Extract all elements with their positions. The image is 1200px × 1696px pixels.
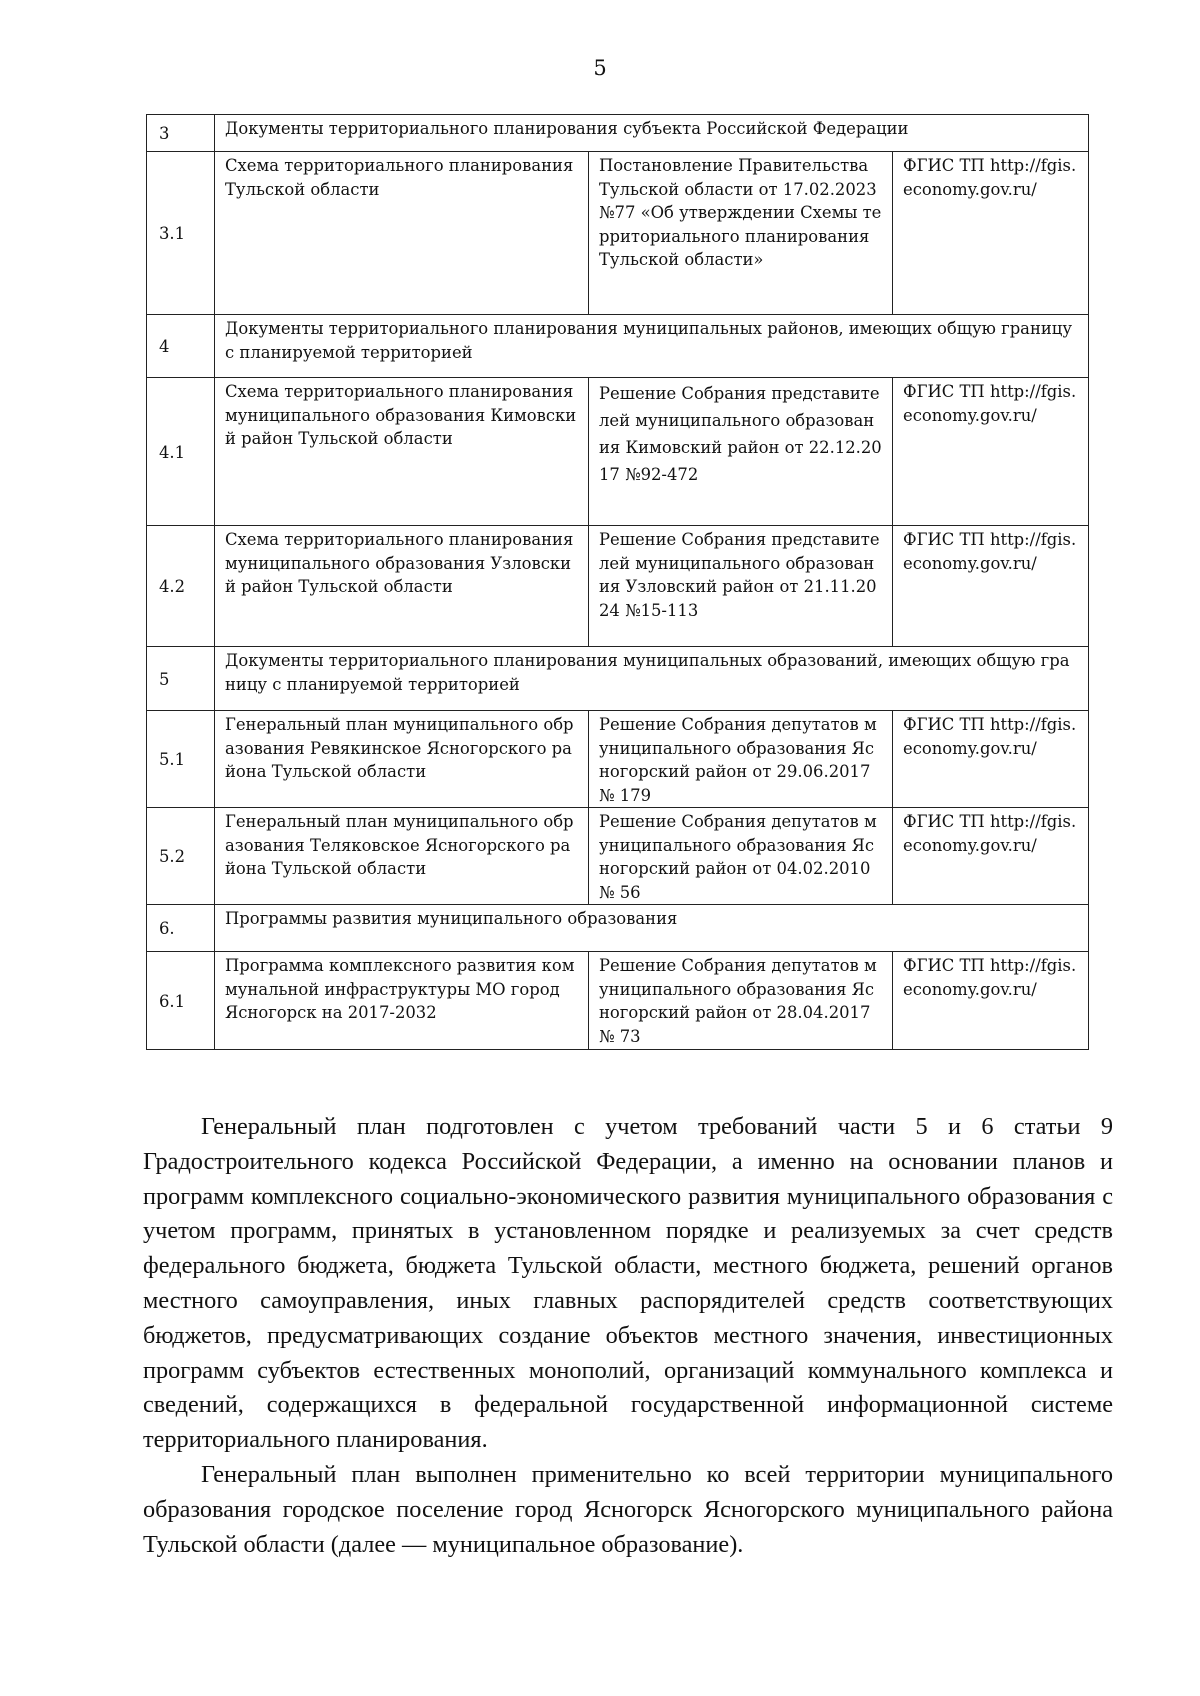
document-name: Схема территориального планирования муниципального образования Узловский район Тульской области <box>215 526 589 647</box>
source-link[interactable]: ФГИС ТП http://fgis.economy.gov.ru/ <box>893 152 1089 315</box>
source-link[interactable]: ФГИС ТП http://fgis.economy.gov.ru/ <box>893 952 1089 1050</box>
source-link[interactable]: ФГИС ТП http://fgis.economy.gov.ru/ <box>893 378 1089 526</box>
approval-basis: Постановление Правительства Тульской области от 17.02.2023 №77 «Об утверждении Схемы территориального планирования Тульской области» <box>589 152 893 315</box>
paragraph: Генеральный план выполнен применительно ко всей территории муниципального образования городское поселение город Ясногорск Ясногорского муниципального района Тульской области (далее — муниципальное образование). <box>143 1460 1113 1558</box>
row-number: 3.1 <box>147 152 215 315</box>
row-number: 5.2 <box>147 808 215 905</box>
table-row-5-1 <box>147 711 1089 808</box>
row-number: 4.2 <box>147 526 215 647</box>
table-row-4-2 <box>147 526 1089 647</box>
document-name: Генеральный план муниципального образования Ревякинское Ясногорского района Тульской области <box>215 711 589 808</box>
table-row-section-5 <box>147 647 1089 711</box>
source-link[interactable]: ФГИС ТП http://fgis.economy.gov.ru/ <box>893 526 1089 647</box>
table-row-4-1 <box>147 378 1089 526</box>
row-number: 3 <box>147 115 215 152</box>
section-title: Программы развития муниципального образования <box>215 905 1089 952</box>
approval-basis: Решение Собрания депутатов муниципального образования Ясногорский район от 04.02.2010 № 56 <box>589 808 893 905</box>
approval-basis: Решение Собрания депутатов муниципального образования Ясногорский район от 29.06.2017 № 179 <box>589 711 893 808</box>
source-link[interactable]: ФГИС ТП http://fgis.economy.gov.ru/ <box>893 808 1089 905</box>
source-link[interactable]: ФГИС ТП http://fgis.economy.gov.ru/ <box>893 711 1089 808</box>
document-name: Генеральный план муниципального образования Теляковское Ясногорского района Тульской области <box>215 808 589 905</box>
approval-basis: Решение Собрания представителей муниципального образования Узловский район от 21.11.2024 №15-113 <box>589 526 893 647</box>
table-row-5-2 <box>147 808 1089 905</box>
row-number: 6.1 <box>147 952 215 1050</box>
row-number: 5.1 <box>147 711 215 808</box>
approval-basis: Решение Собрания представителей муниципального образования Кимовский район от 22.12.2017 №92-472 <box>589 378 893 526</box>
row-number: 4 <box>147 315 215 378</box>
table-row-6-1 <box>147 952 1089 1050</box>
section-title: Документы территориального планирования субъекта Российской Федерации <box>215 115 1089 152</box>
row-number: 4.1 <box>147 378 215 526</box>
section-title: Документы территориального планирования муниципальных образований, имеющих общую границу с планируемой территорией <box>215 647 1089 711</box>
paragraph: Генеральный план подготовлен с учетом требований части 5 и 6 статьи 9 Градостроительного кодекса Российской Федерации, а именно на основании планов и программ комплексного социально-экономического развития муниципального образования с учетом программ, принятых в установленном порядке и реализуемых за счет средств федерального бюджета, бюджета Тульской области, местного бюджета, решений органов местного самоуправления, иных главных распорядителей средств соответствующих бюджетов, предусматривающих создание объектов местного значения, инвестиционных программ субъектов естественных монополий, организаций коммунального комплекса и сведений, содержащихся в федеральной государственной информационной системе территориального планирования. <box>143 1113 1113 1454</box>
documents-table <box>146 114 1089 1050</box>
body-text <box>143 1110 1113 1562</box>
approval-basis: Решение Собрания депутатов муниципального образования Ясногорский район от 28.04.2017 № 73 <box>589 952 893 1050</box>
section-title: Документы территориального планирования муниципальных районов, имеющих общую границу с планируемой территорией <box>215 315 1089 378</box>
document-name: Схема территориального планирования муниципального образования Кимовский район Тульской области <box>215 378 589 526</box>
page-number: 5 <box>593 56 607 80</box>
table-row-section-6 <box>147 905 1089 952</box>
table-row-section-3 <box>147 115 1089 152</box>
document-name: Программа комплексного развития коммунальной инфраструктуры МО город Ясногорск на 2017-2032 <box>215 952 589 1050</box>
table-row-3-1 <box>147 152 1089 315</box>
row-number: 5 <box>147 647 215 711</box>
table-row-section-4 <box>147 315 1089 378</box>
row-number: 6. <box>147 905 215 952</box>
document-name: Схема территориального планирования Тульской области <box>215 152 589 315</box>
